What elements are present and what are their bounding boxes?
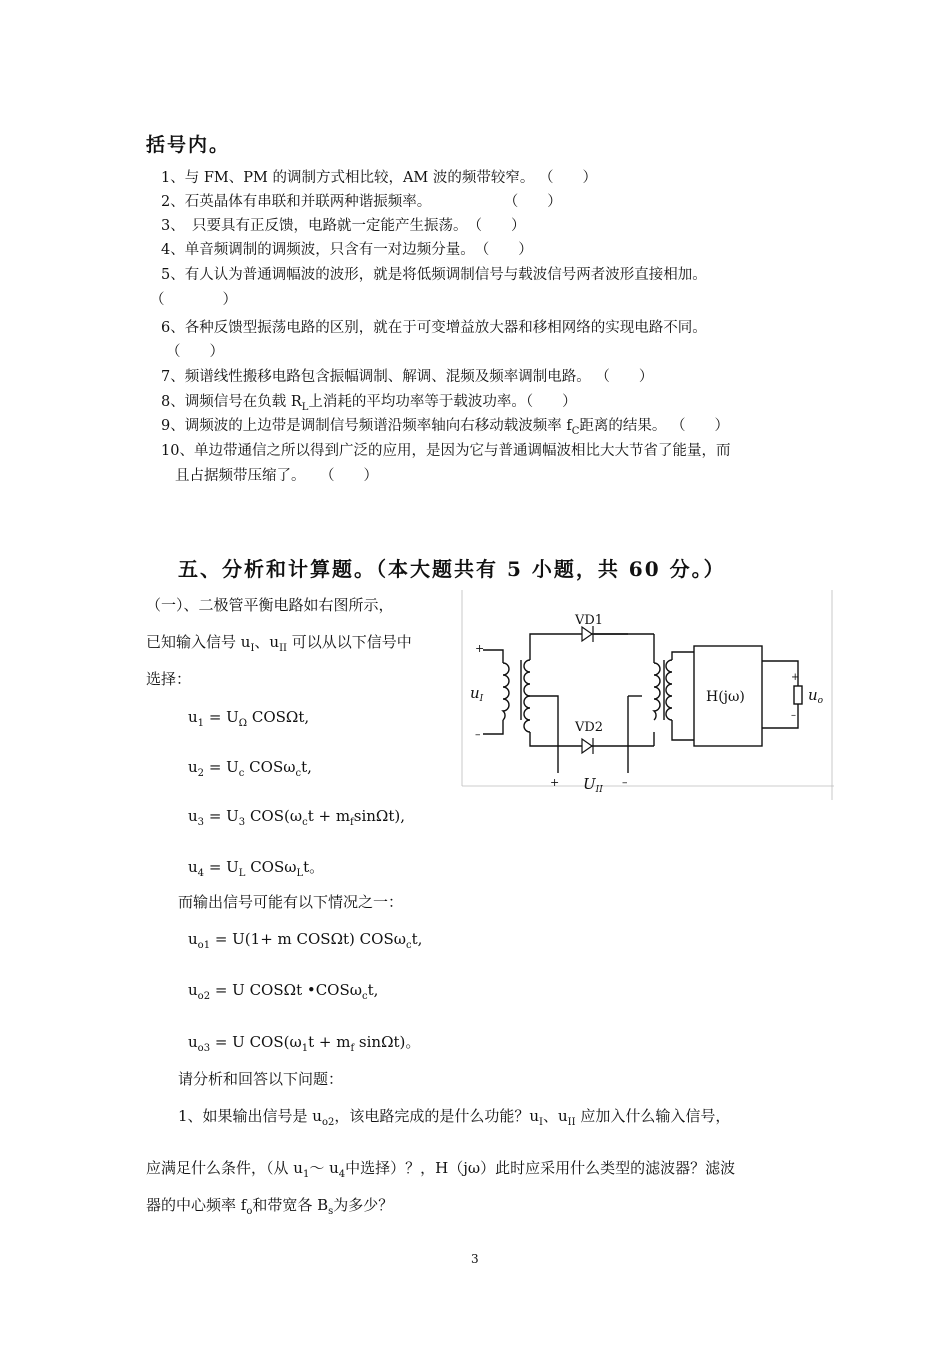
input-signal-4: $u_4 = U_L$ COSω$_L$t。 bbox=[188, 858, 325, 879]
tf-item-8: 8、调频信号在负载 $R_L$上消耗的平均功率等于载波功率。（ ） bbox=[161, 394, 577, 413]
section-tail-heading: 括号内。 bbox=[146, 134, 231, 156]
input-minus: – bbox=[475, 728, 481, 741]
problem1-inputs-line: 已知输入信号 $u_I$、$u_{II}$ 可以从以下信号中 bbox=[146, 633, 412, 654]
output-signal-2: $u_{o2} = U$ COSΩt •COSω$_c$t, bbox=[188, 981, 379, 1002]
u2-minus: – bbox=[622, 776, 628, 789]
problem1-select: 选择： bbox=[146, 670, 192, 688]
question1-line2: 应满足什么条件，（从 $u_1\sim$ $u_4$中选择）？，H（jω）此时应采用什么类型的滤波器？滤波 bbox=[146, 1159, 736, 1180]
u1-label: $u_I$ bbox=[470, 684, 484, 704]
question1-line3: 器的中心频率 $f_o$和带宽各 $B_s$为多少？ bbox=[146, 1196, 394, 1217]
tf-item-9: 9、调频波的上边带是调制信号频谱沿频率轴向右移动载波频率 $f_C$距离的结果。 （ ） bbox=[161, 418, 729, 437]
problem1-intro: （一）、二极管平衡电路如右图所示， bbox=[146, 596, 394, 614]
page-number: 3 bbox=[471, 1252, 479, 1266]
input-signal-1: $u_1 = U_\Omega$ COSΩt, bbox=[188, 708, 310, 729]
output-plus: + bbox=[791, 672, 800, 683]
u2-label: $U_{II}$ bbox=[583, 775, 603, 795]
output-signal-3: $u_{o3} = U$ $COS(\omega_1t + m_f$ sinΩt)。 bbox=[188, 1033, 421, 1054]
output-signal-1: $u_{o1} = U(1+ m$ COSΩt) COSω$_c$t, bbox=[188, 930, 423, 951]
tf-item-4: 4、单音频调制的调频波，只含有一对边频分量。 （ ） bbox=[161, 242, 533, 258]
input-plus: + bbox=[475, 642, 485, 655]
input-signal-2: $u_2 = U_c$ COSω$_c$t, bbox=[188, 758, 312, 779]
tf-item-3: 3、 只要具有正反馈，电路就一定能产生振荡。 （ ） bbox=[161, 218, 526, 234]
tf-item-2: 2、石英晶体有串联和并联两种谐振频率。 （ ） bbox=[161, 194, 562, 210]
tf-item-5: 5、有人认为普通调幅波的波形，就是将低频调制信号与载波信号两者波形直接相加。 bbox=[161, 267, 707, 283]
vd1-label: VD1 bbox=[575, 613, 604, 628]
balanced-diode-circuit bbox=[458, 588, 838, 803]
uo-label: $u_o$ bbox=[808, 686, 824, 706]
tf-item-7: 7、频谱线性搬移电路包含振幅调制、解调、混频及频率调制电路。 （ ） bbox=[161, 369, 654, 385]
tf-item-6: 6、各种反馈型振荡电路的区别，就在于可变增益放大器和移相网络的实现电路不同。 bbox=[161, 320, 707, 336]
tf-item-1: 1、与 FM、PM 的调制方式相比较，AM 波的频带较窄。 （ ） bbox=[161, 170, 597, 186]
tf-item-10-cont: 且占据频带压缩了。 （ ） bbox=[175, 468, 378, 484]
input-signal-3: $u_3 = U_3$ $COS(\omega_ct + m_f\sin\Omega t)$, bbox=[188, 807, 405, 828]
vd2-label: VD2 bbox=[575, 720, 604, 735]
question-intro: 请分析和回答以下问题： bbox=[178, 1070, 344, 1088]
question1-line1: 1、如果输出信号是 $u_{o2}$，该电路完成的是什么功能？$u_I$、$u_{II}$ 应加入什么输入信号， bbox=[178, 1107, 731, 1128]
section5-title: 五、分析和计算题。（本大题共有 5 小题，共 60 分。） bbox=[178, 557, 726, 581]
tf-item-6-paren: （ ） bbox=[166, 344, 224, 360]
u2-plus: + bbox=[550, 776, 560, 789]
tf-item-5-paren: （ ） bbox=[150, 292, 237, 308]
output-intro: 而输出信号可能有以下情况之一： bbox=[178, 893, 404, 911]
filter-label: H(jω) bbox=[706, 689, 745, 705]
tf-item-10: 10、单边带通信之所以得到广泛的应用，是因为它与普通调幅波相比大大节省了能量，而 bbox=[161, 443, 731, 459]
output-minus: – bbox=[791, 710, 796, 721]
